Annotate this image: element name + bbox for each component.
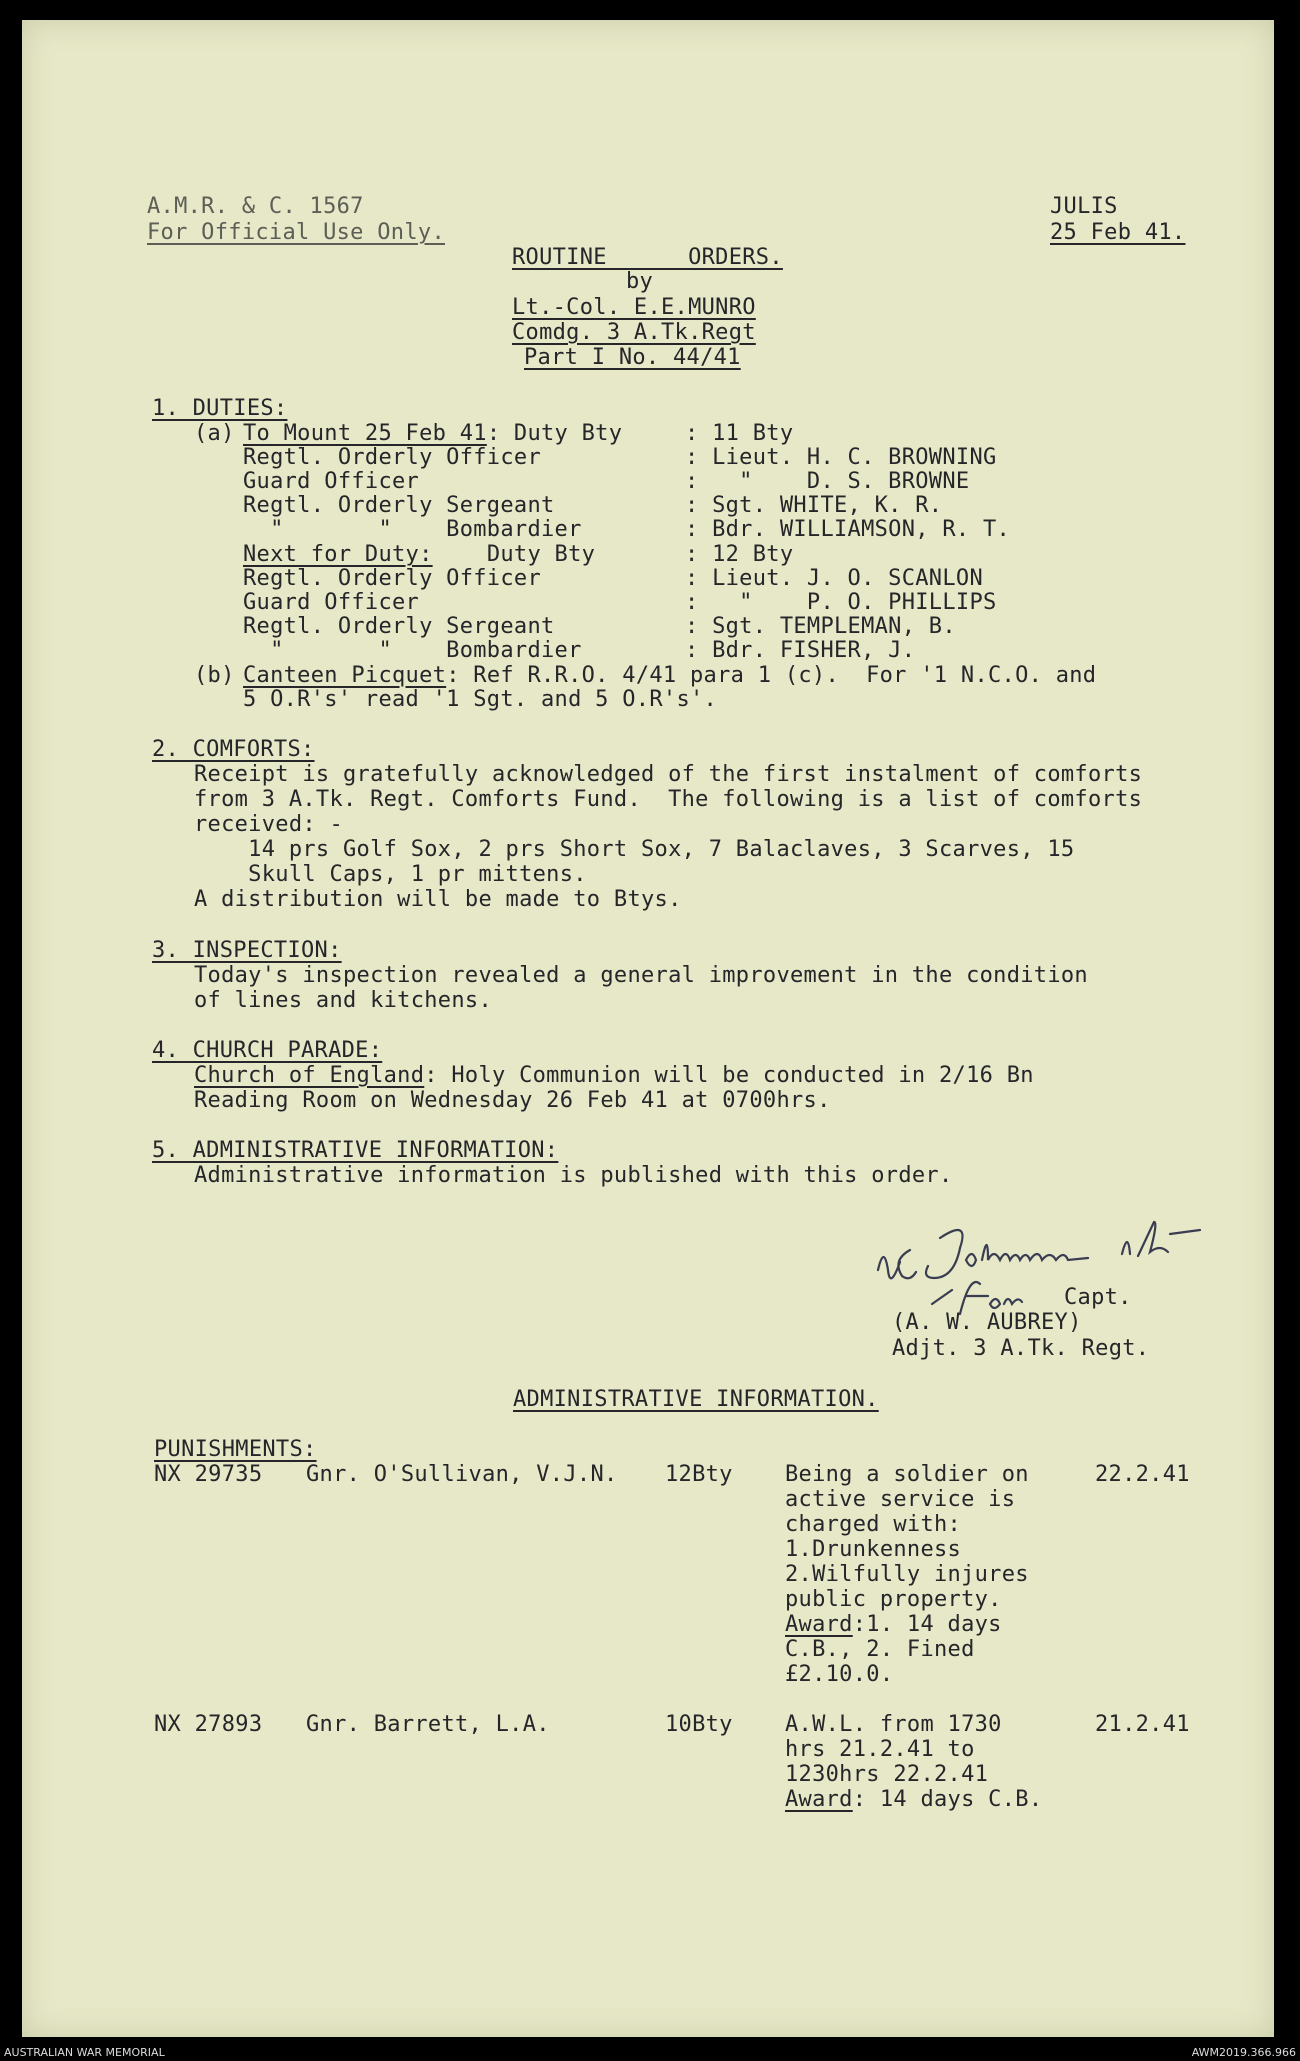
duties-row-label: Regtl. Orderly Sergeant <box>243 493 555 518</box>
award-line <box>785 1788 1042 1812</box>
duties-heading: 1. DUTIES: <box>152 396 288 421</box>
duties-b-line <box>243 664 1096 688</box>
duties-a-prefix: (a) <box>194 421 235 446</box>
duties-row-value: : Bdr. WILLIAMSON, R. T. <box>685 517 1011 542</box>
date: 25 Feb 41. <box>1050 220 1186 245</box>
offence-line: Being a soldier on <box>785 1462 1029 1487</box>
award-text: :1. 14 days <box>852 1612 1002 1637</box>
award-line <box>785 1613 1002 1637</box>
offence-line: 2.Wilfully injures <box>785 1562 1029 1587</box>
church-line-1 <box>194 1064 1034 1088</box>
duties-a-title-line <box>243 422 622 446</box>
comforts-line: Skull Caps, 1 pr mittens. <box>194 862 587 887</box>
duties-a-line <box>194 422 235 446</box>
title-by: by <box>626 269 654 294</box>
duties-row-label: Guard Officer <box>243 590 420 615</box>
title-command: Comdg. 3 A.Tk.Regt <box>512 320 756 345</box>
award-label: Award <box>785 1787 853 1812</box>
inspection-heading: 3. INSPECTION: <box>152 938 342 963</box>
church-text: : Holy Communion will be conducted in 2/16 Bn <box>424 1063 1034 1088</box>
inspection-line: Today's inspection revealed a general improvement in the condition <box>194 963 1088 988</box>
duties-row-label: " " Bombardier <box>243 638 582 663</box>
duties-row-label: Regtl. Orderly Officer <box>243 445 541 470</box>
duties-b-title: Canteen Picquet <box>243 663 447 688</box>
duties-row-value: : Sgt. WHITE, K. R. <box>685 493 943 518</box>
duties-b-prefix: (b) <box>194 663 235 688</box>
duties-next-title: Next for Duty: <box>243 542 433 567</box>
comforts-line: received: - <box>194 812 343 837</box>
offence-line: public property. <box>785 1587 1002 1612</box>
duties-next-bty: : 12 Bty <box>685 542 794 567</box>
duties-row-value: : Bdr. FISHER, J. <box>685 638 916 663</box>
duties-row-label: " " Bombardier <box>243 517 582 542</box>
comforts-line: Receipt is gratefully acknowledged of the first instalment of comforts <box>194 762 1143 787</box>
admin-info-heading: ADMINISTRATIVE INFORMATION. <box>513 1387 879 1412</box>
duties-row-value: : " P. O. PHILLIPS <box>685 590 997 615</box>
offence-line: charged with: <box>785 1512 962 1537</box>
punishment-number: NX 29735 <box>154 1462 263 1487</box>
inspection-line: of lines and kitchens. <box>194 988 492 1013</box>
place: JULIS <box>1050 194 1118 219</box>
title-commander: Lt.-Col. E.E.MUNRO <box>512 295 756 320</box>
award-line: C.B., 2. Fined <box>785 1637 975 1662</box>
punishment-number: NX 27893 <box>154 1712 263 1737</box>
duties-a-suffix: : Duty Bty <box>486 421 623 446</box>
church-line-2: Reading Room on Wednesday 26 Feb 41 at 0700hrs. <box>194 1088 831 1113</box>
church-heading: 4. CHURCH PARADE: <box>152 1038 383 1063</box>
duties-next-line <box>243 543 595 567</box>
admin-heading: 5. ADMINISTRATIVE INFORMATION: <box>152 1138 559 1163</box>
award-label: Award <box>785 1612 853 1637</box>
duties-row-label: Regtl. Orderly Sergeant <box>243 614 555 639</box>
offence-line: 1.Drunkenness <box>785 1537 962 1562</box>
punishment-name: Gnr. Barrett, L.A. <box>306 1712 550 1737</box>
title-routine-orders: ROUTINE ORDERS. <box>512 245 783 270</box>
punishment-date: 22.2.41 <box>1095 1462 1190 1487</box>
signature-name: (A. W. AUBREY) <box>892 1310 1082 1335</box>
punishments-heading: PUNISHMENTS: <box>154 1437 317 1462</box>
award-line: £2.10.0. <box>785 1662 894 1687</box>
punishment-bty: 10Bty <box>665 1712 733 1737</box>
ref-line-1: A.M.R. & C. 1567 <box>147 194 364 219</box>
comforts-line: 14 prs Golf Sox, 2 prs Short Sox, 7 Balaclaves, 3 Scarves, 15 <box>194 837 1075 862</box>
comforts-heading: 2. COMFORTS: <box>152 737 315 762</box>
footer-left: AUSTRALIAN WAR MEMORIAL <box>4 2046 165 2059</box>
duties-b-text: : Ref R.R.O. 4/41 para 1 (c). For '1 N.C.O. and <box>446 663 1097 688</box>
punishment-date: 21.2.41 <box>1095 1712 1190 1737</box>
duties-a-bty: : 11 Bty <box>685 421 794 446</box>
ref-line-2: For Official Use Only. <box>147 220 445 245</box>
footer-right: AWM2019.366.966 <box>1191 2046 1296 2059</box>
admin-line: Administrative information is published with this order. <box>194 1163 953 1188</box>
title-part: Part I No. 44/41 <box>524 345 741 370</box>
offence-line: hrs 21.2.41 to <box>785 1737 975 1762</box>
offence-line: 1230hrs 22.2.41 <box>785 1762 989 1787</box>
duties-row-value: : Sgt. TEMPLEMAN, B. <box>685 614 956 639</box>
signature-capt: Capt. <box>1064 1285 1132 1310</box>
church-sub: Church of England <box>194 1063 425 1088</box>
duties-row-value: : " D. S. BROWNE <box>685 469 970 494</box>
punishment-bty: 12Bty <box>665 1462 733 1487</box>
offence-line: active service is <box>785 1487 1016 1512</box>
comforts-line: A distribution will be made to Btys. <box>194 887 682 912</box>
award-text: : 14 days C.B. <box>852 1787 1043 1812</box>
duties-next-suffix: Duty Bty <box>432 542 596 567</box>
duties-row-label: Regtl. Orderly Officer <box>243 566 541 591</box>
duties-row-label: Guard Officer <box>243 469 420 494</box>
duties-a-title: To Mount 25 Feb 41 <box>243 421 487 446</box>
punishment-name: Gnr. O'Sullivan, V.J.N. <box>306 1462 618 1487</box>
duties-row-value: : Lieut. H. C. BROWNING <box>685 445 997 470</box>
duties-b-line-2: 5 O.R's' read '1 Sgt. and 5 O.R's'. <box>243 687 718 712</box>
document-page <box>22 20 1274 2037</box>
comforts-line: from 3 A.Tk. Regt. Comforts Fund. The following is a list of comforts <box>194 787 1143 812</box>
offence-line: A.W.L. from 1730 <box>785 1712 1002 1737</box>
signature-role: Adjt. 3 A.Tk. Regt. <box>892 1336 1150 1361</box>
duties-row-value: : Lieut. J. O. SCANLON <box>685 566 983 591</box>
